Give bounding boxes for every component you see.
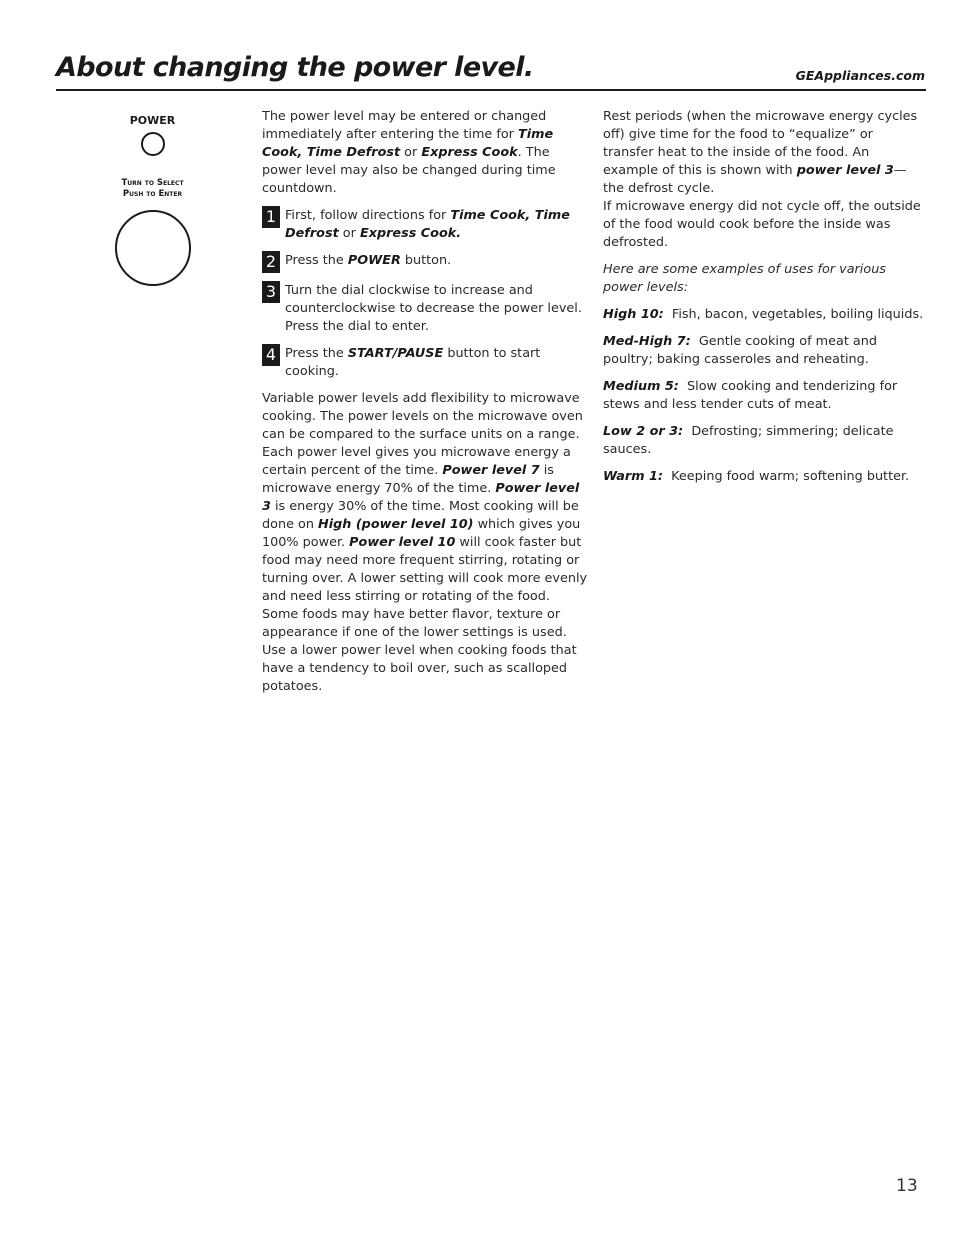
step-item	[262, 345, 588, 381]
text-run: which gives you 100% power.	[262, 517, 581, 550]
example-level: High 10:	[603, 307, 664, 322]
emphasis-text: High (power level 10)	[318, 517, 474, 532]
middle-column	[262, 108, 588, 705]
power-button-icon	[141, 132, 165, 156]
example-item	[603, 378, 925, 414]
control-panel-illustration	[100, 112, 205, 286]
emphasis-text: Power level 7	[442, 463, 540, 478]
step-text	[285, 282, 588, 336]
example-level: Medium 5:	[603, 379, 679, 394]
example-item	[603, 333, 925, 369]
text-run: Variable power levels add flexibility to microwave cooking. The power levels on the microwave oven can be compared to the surface units on a range. Each power level gives you microwave energy a certain percent of the time.	[262, 391, 583, 478]
text-run: or	[338, 226, 360, 241]
text-run: Press the	[285, 346, 348, 361]
examples-intro: Here are some examples of uses for various power levels:	[603, 262, 886, 295]
page-title: About changing the power level.	[56, 52, 534, 83]
website-label: GEAppliances.com	[795, 68, 925, 83]
example-level: Warm 1:	[603, 469, 664, 484]
variable-power-paragraph	[262, 390, 588, 696]
dial-label-line2: Push to Enter	[122, 189, 183, 199]
example-use: Fish, bacon, vegetables, boiling liquids.	[671, 307, 924, 322]
rest-periods-paragraph-2: If microwave energy did not cycle off, the outside of the food would cook before the inside was defrosted.	[603, 199, 921, 250]
example-level: Low 2 or 3:	[603, 424, 684, 439]
text-run: button.	[400, 253, 452, 268]
text-run: button to start cooking.	[285, 346, 541, 379]
text-run: is energy 30% of the time. Most cooking will be done on	[262, 499, 579, 532]
emphasis-text: Time Cook, Time Defrost	[285, 208, 570, 241]
emphasis-text: Time Cook, Time Defrost	[262, 127, 554, 160]
text-run: —the defrost cycle.	[603, 163, 907, 196]
emphasis-text: Express Cook.	[359, 226, 462, 241]
example-use: Gentle cooking of meat and poultry; baking casseroles and reheating.	[603, 334, 877, 367]
text-run: Press the	[285, 253, 348, 268]
emphasis-text: Power level 10	[349, 535, 456, 550]
dial-label	[100, 178, 205, 200]
text-run: . The power level may also be changed during time countdown.	[262, 145, 556, 196]
text-run: will cook faster but food may need more frequent stirring, rotating or turning over. A lower setting will cook more evenly and need less stirring or rotating of the food. Some foods may have better flavor, texture or appearance if one of the lower settings is used. Use a lower power level when cooking foods that have a tendency to boil over, such as scalloped potatoes.	[262, 535, 588, 694]
text-run: is microwave energy 70% of the time.	[262, 463, 554, 496]
emphasis-text: POWER	[347, 253, 401, 268]
step-text	[285, 345, 588, 381]
step-item	[262, 282, 588, 336]
emphasis-text: Power level 3	[262, 481, 580, 514]
step-number-badge: 3	[262, 281, 280, 303]
steps-list	[262, 207, 588, 381]
text-run: The power level may be entered or changed immediately after entering the time for	[262, 109, 547, 142]
text-run: Turn the dial clockwise to increase and counterclockwise to decrease the power level. Press the dial to enter.	[285, 283, 582, 334]
dial-label-line1: Turn to Select	[121, 178, 184, 188]
page-number: 13	[896, 1176, 918, 1196]
example-use: Defrosting; simmering; delicate sauces.	[603, 424, 894, 457]
text-run: Rest periods (when the microwave energy cycles off) give time for the food to “equalize” or transfer heat to the inside of the food. An example of this is shown with	[603, 109, 918, 178]
example-level: Med-High 7:	[603, 334, 691, 349]
text-run: First, follow directions for	[285, 208, 451, 223]
example-use: Keeping food warm; softening butter.	[671, 469, 910, 484]
example-item	[603, 423, 925, 459]
intro-paragraph	[262, 108, 588, 198]
emphasis-text: power level 3	[796, 163, 894, 178]
header-divider	[56, 89, 926, 91]
emphasis-text: START/PAUSE	[347, 346, 444, 361]
step-text	[285, 252, 588, 273]
power-button-label: POWER	[129, 114, 176, 127]
right-column	[603, 108, 925, 495]
dial-icon	[115, 210, 191, 286]
example-use: Slow cooking and tenderizing for stews and less tender cuts of meat.	[603, 379, 898, 412]
step-item	[262, 252, 588, 273]
example-item	[603, 306, 925, 324]
rest-periods-paragraph	[603, 108, 925, 198]
step-item	[262, 207, 588, 243]
text-run: or	[400, 145, 422, 160]
step-number-badge: 2	[262, 251, 280, 273]
emphasis-text: Express Cook	[421, 145, 518, 160]
step-text	[285, 207, 588, 243]
step-number-badge: 4	[262, 344, 280, 366]
example-item	[603, 468, 925, 486]
step-number-badge: 1	[262, 206, 280, 228]
